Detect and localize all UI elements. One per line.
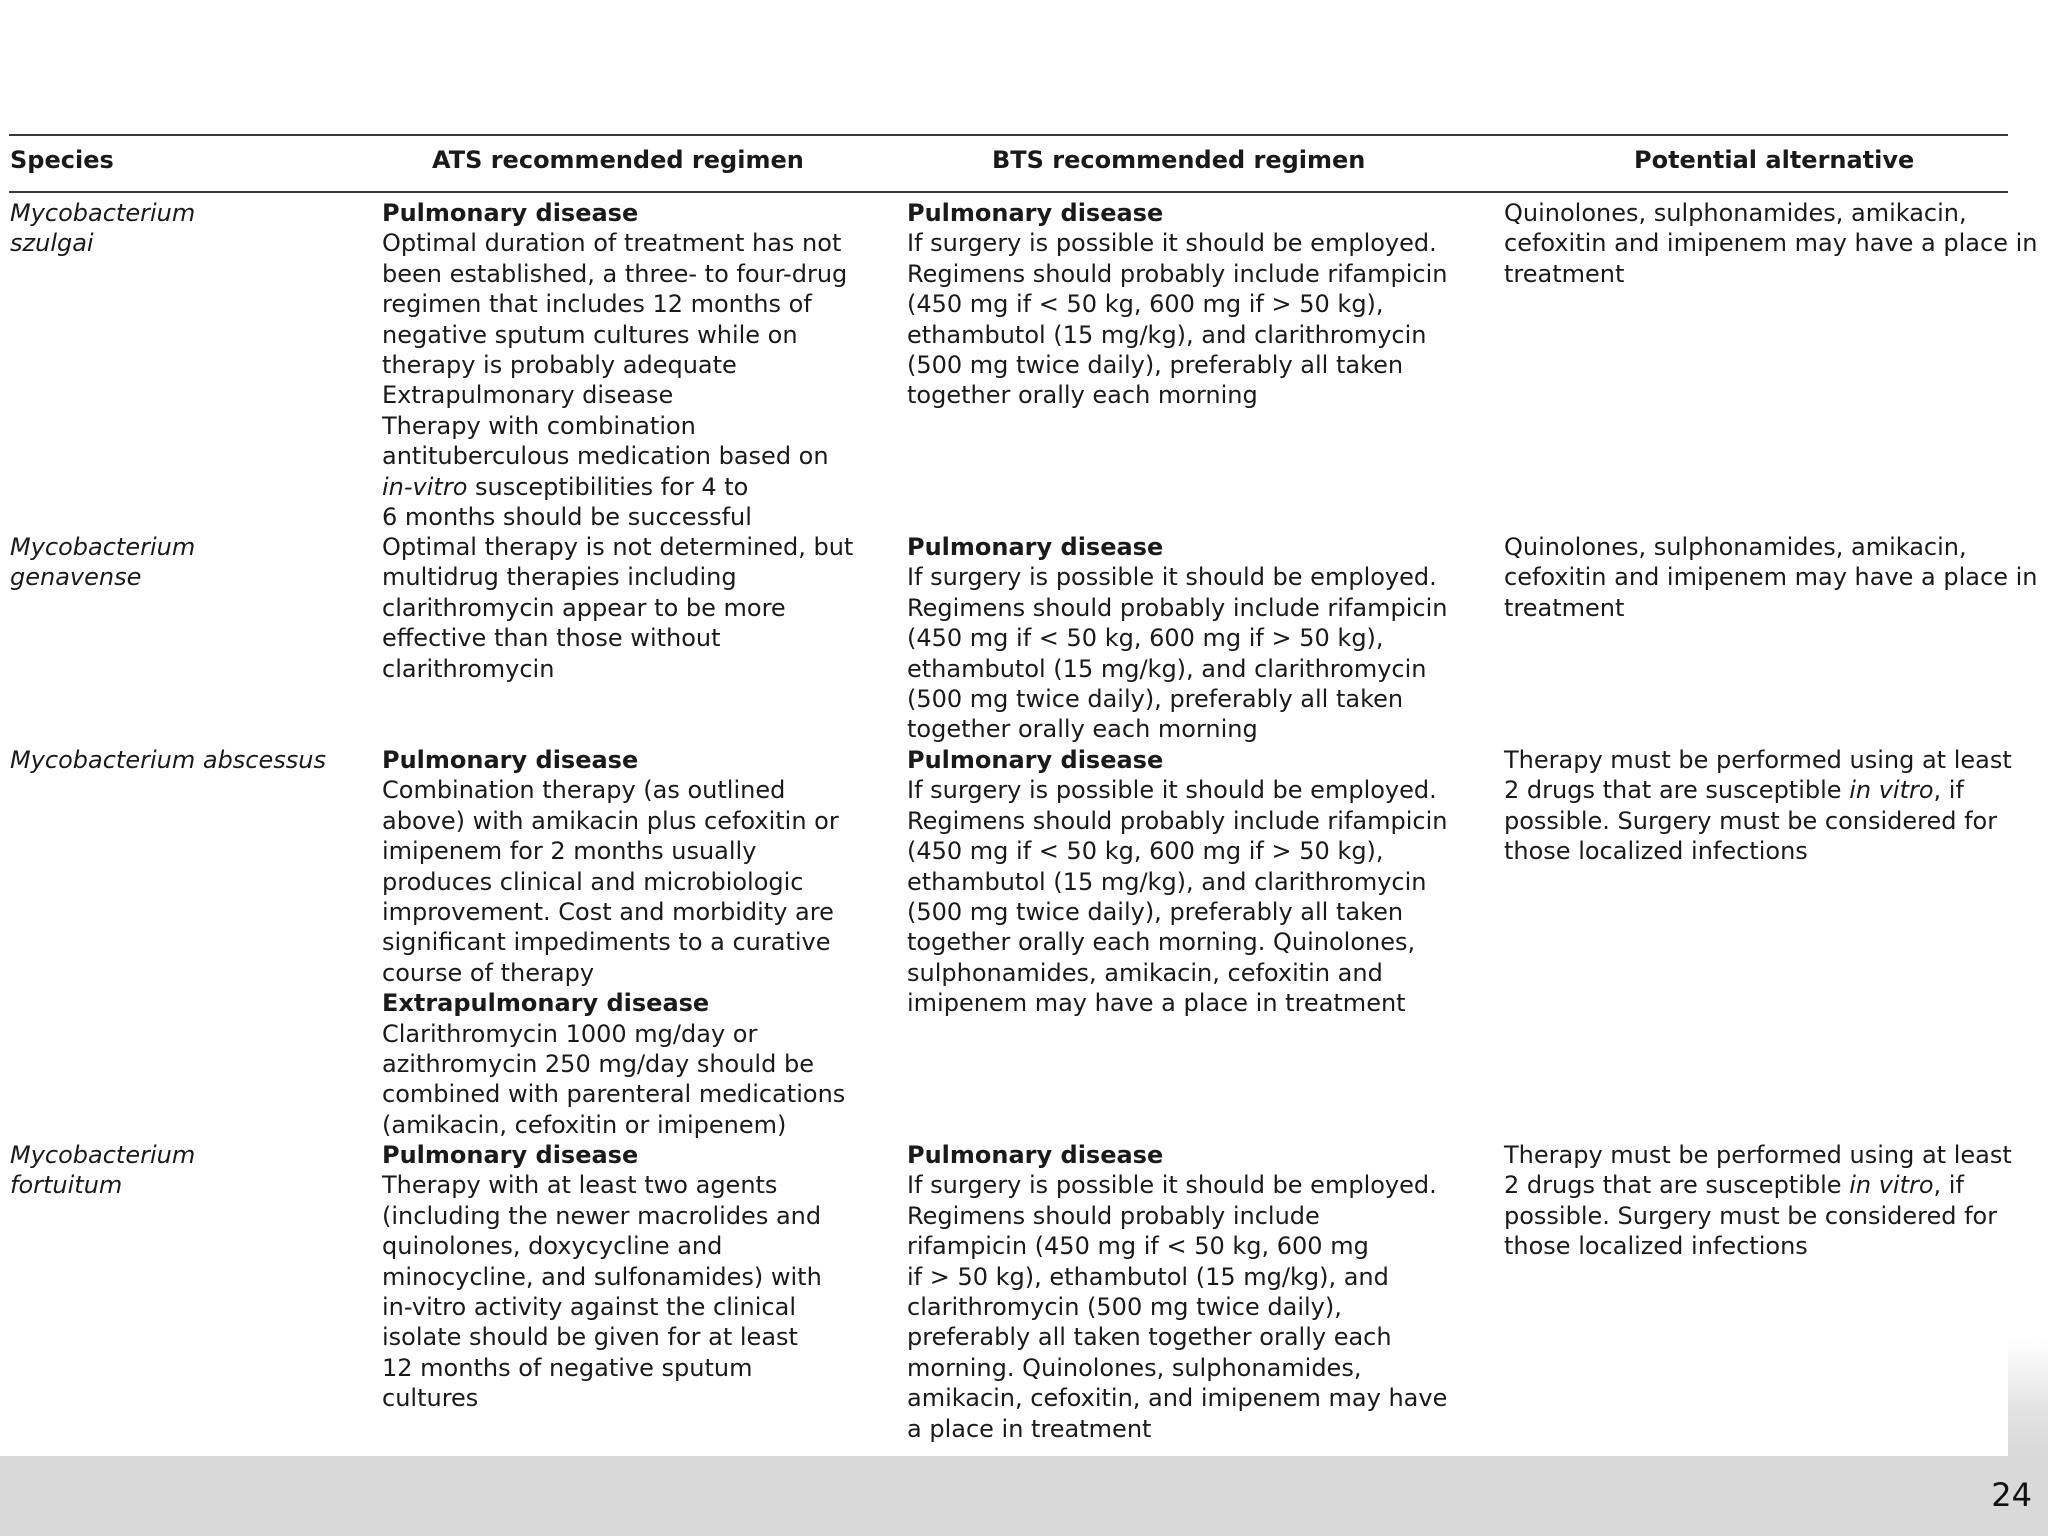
table-top-rule bbox=[9, 134, 2008, 136]
cell-line: isolate should be given for at least bbox=[382, 1323, 798, 1352]
cell-line: treatment bbox=[1504, 593, 1625, 622]
cell-line: (including the newer macrolides and bbox=[382, 1201, 822, 1230]
cell-line: together orally each morning bbox=[907, 715, 1258, 744]
cell-line: cultures bbox=[382, 1384, 479, 1413]
cell-line: possible. Surgery must be considered for bbox=[1504, 806, 1998, 835]
cell-line: Mycobacterium bbox=[10, 199, 196, 227]
cell-line: been established, a three- to four-drug bbox=[382, 259, 848, 288]
cell-line: Regimens should probably include rifampicin bbox=[907, 806, 1448, 835]
cell-line: course of therapy bbox=[382, 958, 595, 987]
page-number: 24 bbox=[1991, 1476, 2032, 1514]
cell-line: azithromycin 250 mg/day should be bbox=[382, 1050, 814, 1079]
cell-bts bbox=[907, 532, 1447, 745]
cell-line: clarithromycin (500 mg twice daily), bbox=[907, 1293, 1342, 1322]
cell-line: Therapy must be performed using at least bbox=[1504, 1141, 2012, 1169]
cell-line: improvement. Cost and morbidity are bbox=[382, 898, 834, 927]
cell-line: combined with parenteral medications bbox=[382, 1080, 846, 1109]
cell-line: a place in treatment bbox=[907, 1414, 1152, 1443]
cell-bts bbox=[907, 198, 1447, 411]
cell-line: Quinolones, sulphonamides, amikacin, bbox=[1504, 533, 1967, 561]
cell-line: Clarithromycin 1000 mg/day or bbox=[382, 1019, 758, 1048]
section-heading: Pulmonary disease bbox=[907, 746, 1164, 774]
section-heading: Pulmonary disease bbox=[382, 199, 639, 227]
cell-line: effective than those without bbox=[382, 624, 721, 653]
cell-line: Extrapulmonary disease bbox=[382, 381, 674, 410]
section-heading: Extrapulmonary disease bbox=[382, 989, 710, 1018]
header-ats-regimen: ATS recommended regimen bbox=[432, 146, 804, 174]
cell-line: amikacin, cefoxitin, and imipenem may have bbox=[907, 1384, 1448, 1413]
cell-line: together orally each morning bbox=[907, 381, 1258, 410]
header-species: Species bbox=[10, 146, 114, 174]
cell-line: (amikacin, cefoxitin or imipenem) bbox=[382, 1110, 787, 1139]
cell-line: negative sputum cultures while on bbox=[382, 320, 798, 349]
cell-line: those localized infections bbox=[1504, 837, 1808, 866]
cell-line: clarithromycin bbox=[382, 654, 555, 683]
cell-line: imipenem may have a place in treatment bbox=[907, 989, 1406, 1018]
cell-line: (500 mg twice daily), preferably all taken bbox=[907, 898, 1404, 927]
cell-line: in-vitro susceptibilities for 4 to bbox=[382, 472, 749, 501]
cell-alt bbox=[1504, 532, 2037, 623]
cell-line: above) with amikacin plus cefoxitin or bbox=[382, 806, 839, 835]
cell-line: preferably all taken together orally each bbox=[907, 1323, 1392, 1352]
cell-line: ethambutol (15 mg/kg), and clarithromycin bbox=[907, 867, 1427, 896]
cell-line: Combination therapy (as outlined bbox=[382, 776, 786, 805]
cell-species bbox=[10, 1140, 195, 1201]
cell-line: 2 drugs that are susceptible in vitro, if bbox=[1504, 776, 1964, 805]
cell-line: Regimens should probably include rifampicin bbox=[907, 593, 1448, 622]
cell-line: (450 mg if < 50 kg, 600 mg if > 50 kg), bbox=[907, 290, 1384, 319]
cell-line: ethambutol (15 mg/kg), and clarithromycin bbox=[907, 654, 1427, 683]
cell-line: If surgery is possible it should be employed. bbox=[907, 776, 1437, 805]
cell-line: quinolones, doxycycline and bbox=[382, 1232, 723, 1261]
cell-line: (500 mg twice daily), preferably all taken bbox=[907, 685, 1404, 714]
cell-alt bbox=[1504, 1140, 2012, 1262]
cell-line: imipenem for 2 months usually bbox=[382, 837, 757, 866]
table-header-rule bbox=[9, 191, 2008, 193]
cell-line: minocycline, and sulfonamides) with bbox=[382, 1262, 822, 1291]
cell-line: If surgery is possible it should be employed. bbox=[907, 1171, 1437, 1200]
footer-bar bbox=[0, 1456, 2048, 1536]
cell-line: fortuitum bbox=[10, 1171, 123, 1200]
section-heading: Pulmonary disease bbox=[907, 533, 1164, 561]
section-heading: Pulmonary disease bbox=[382, 1141, 639, 1169]
cell-line: 6 months should be successful bbox=[382, 503, 752, 532]
cell-line: Mycobacterium abscessus bbox=[10, 746, 326, 774]
cell-species bbox=[10, 745, 326, 775]
cell-line: if > 50 kg), ethambutol (15 mg/kg), and bbox=[907, 1262, 1389, 1291]
cell-line: those localized infections bbox=[1504, 1232, 1808, 1261]
cell-line: sulphonamides, amikacin, cefoxitin and bbox=[907, 958, 1383, 987]
cell-line: antituberculous medication based on bbox=[382, 442, 829, 471]
cell-line: Regimens should probably include bbox=[907, 1201, 1320, 1230]
cell-line: Optimal therapy is not determined, but bbox=[382, 533, 854, 561]
cell-species bbox=[10, 532, 195, 593]
section-heading: Pulmonary disease bbox=[907, 1141, 1164, 1169]
cell-line: Optimal duration of treatment has not bbox=[382, 229, 842, 258]
cell-line: therapy is probably adequate bbox=[382, 351, 737, 380]
cell-line: (450 mg if < 50 kg, 600 mg if > 50 kg), bbox=[907, 624, 1384, 653]
header-bts-regimen: BTS recommended regimen bbox=[992, 146, 1366, 174]
cell-line: Therapy with combination bbox=[382, 411, 696, 440]
cell-line: significant impediments to a curative bbox=[382, 928, 831, 957]
cell-line: morning. Quinolones, sulphonamides, bbox=[907, 1353, 1362, 1382]
cell-line: in-vitro activity against the clinical bbox=[382, 1293, 796, 1322]
cell-bts bbox=[907, 745, 1447, 1019]
cell-alt bbox=[1504, 745, 2012, 867]
cell-line: szulgai bbox=[10, 229, 94, 258]
section-heading: Pulmonary disease bbox=[382, 746, 639, 774]
cell-line: cefoxitin and imipenem may have a place in bbox=[1504, 563, 2038, 592]
cell-line: clarithromycin appear to be more bbox=[382, 593, 786, 622]
cell-line: Mycobacterium bbox=[10, 1141, 196, 1169]
cell-alt bbox=[1504, 198, 2037, 289]
cell-species bbox=[10, 198, 195, 259]
cell-line: together orally each morning. Quinolones, bbox=[907, 928, 1416, 957]
header-potential-alternative: Potential alternative bbox=[1634, 146, 1915, 174]
cell-line: rifampicin (450 mg if < 50 kg, 600 mg bbox=[907, 1232, 1369, 1261]
cell-line: Therapy with at least two agents bbox=[382, 1171, 778, 1200]
cell-line: treatment bbox=[1504, 259, 1625, 288]
section-heading: Pulmonary disease bbox=[907, 199, 1164, 227]
cell-line: If surgery is possible it should be employed. bbox=[907, 229, 1437, 258]
cell-bts bbox=[907, 1140, 1447, 1444]
cell-line: Mycobacterium bbox=[10, 533, 196, 561]
cell-line: possible. Surgery must be considered for bbox=[1504, 1201, 1998, 1230]
cell-line: multidrug therapies including bbox=[382, 563, 737, 592]
cell-ats bbox=[382, 532, 853, 684]
cell-ats bbox=[382, 198, 847, 532]
cell-line: cefoxitin and imipenem may have a place in bbox=[1504, 229, 2038, 258]
cell-line: 2 drugs that are susceptible in vitro, if bbox=[1504, 1171, 1964, 1200]
cell-line: regimen that includes 12 months of bbox=[382, 290, 812, 319]
cell-line: produces clinical and microbiologic bbox=[382, 867, 804, 896]
cell-line: 12 months of negative sputum bbox=[382, 1353, 753, 1382]
cell-line: genavense bbox=[10, 563, 142, 592]
page-edge-shadow bbox=[2008, 1340, 2048, 1456]
cell-line: If surgery is possible it should be employed. bbox=[907, 563, 1437, 592]
cell-ats bbox=[382, 1140, 822, 1414]
cell-line: ethambutol (15 mg/kg), and clarithromycin bbox=[907, 320, 1427, 349]
cell-ats bbox=[382, 745, 845, 1140]
cell-line: Regimens should probably include rifampicin bbox=[907, 259, 1448, 288]
cell-line: (450 mg if < 50 kg, 600 mg if > 50 kg), bbox=[907, 837, 1384, 866]
cell-line: Therapy must be performed using at least bbox=[1504, 746, 2012, 774]
cell-line: Quinolones, sulphonamides, amikacin, bbox=[1504, 199, 1967, 227]
cell-line: (500 mg twice daily), preferably all taken bbox=[907, 351, 1404, 380]
